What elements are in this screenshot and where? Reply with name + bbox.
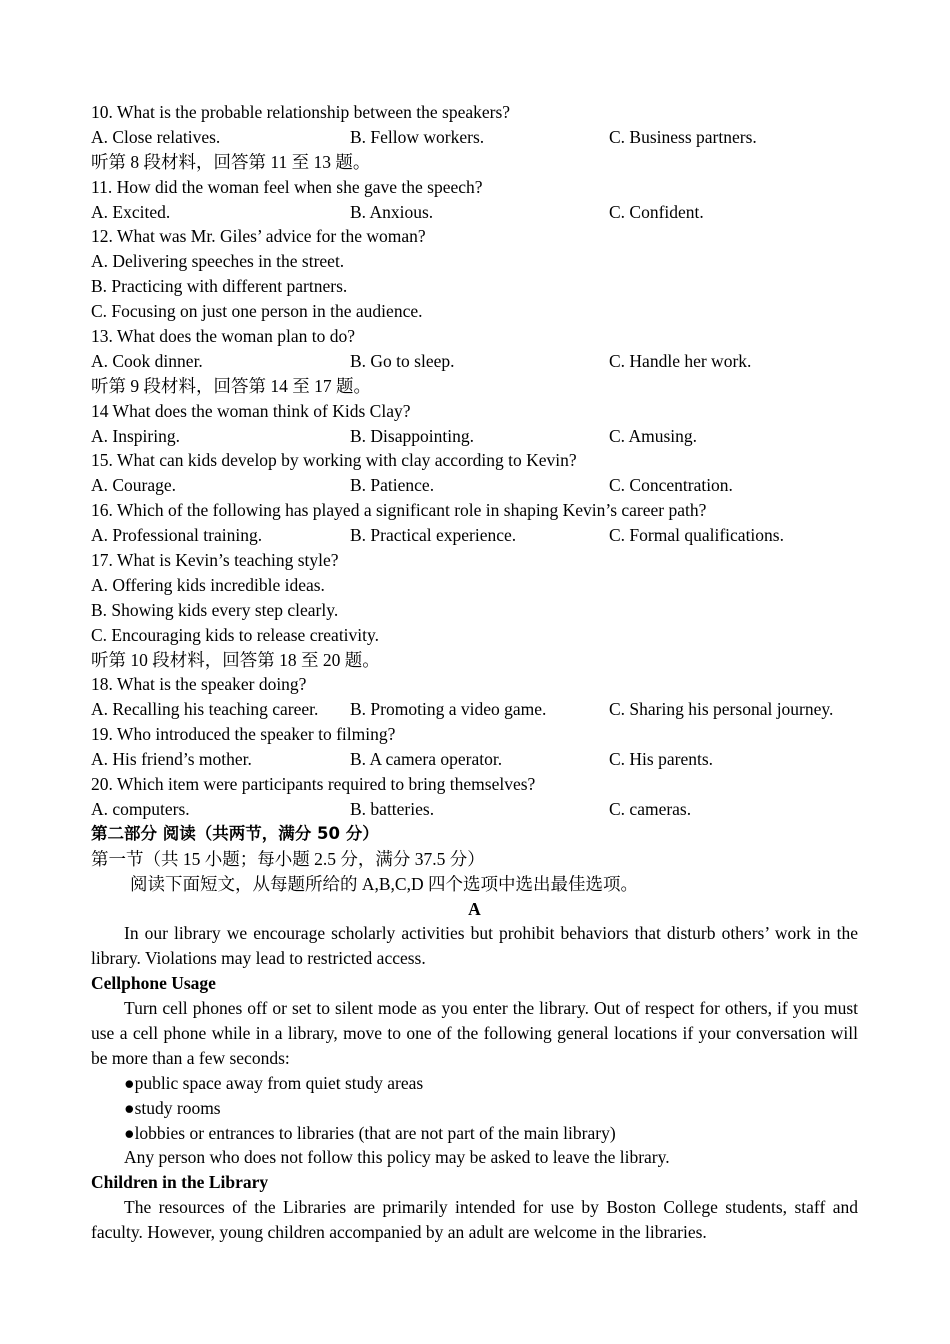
option-b: B. Practicing with different partners. (91, 276, 348, 297)
policy-line: Any person who does not follow this policy may be asked to leave the library. (124, 1147, 670, 1168)
question-11: 11. How did the woman feel when she gave the speech? (91, 176, 483, 197)
passage-label: A (468, 898, 481, 919)
question-16: 16. Which of the following has played a significant role in shaping Kevin’s career path? (91, 500, 707, 521)
question-19: 19. Who introduced the speaker to filming? (91, 724, 396, 745)
option-b: B. Anxious. (350, 201, 434, 222)
question-20: 20. Which item were participants required to bring themselves? (91, 774, 536, 795)
option-b: B. A camera operator. (350, 749, 503, 770)
option-b: B. Practical experience. (350, 525, 517, 546)
option-b: B. batteries. (350, 798, 435, 819)
option-a: A. Recalling his teaching career. (91, 699, 319, 720)
option-a: A. Courage. (91, 475, 177, 496)
option-b: B. Go to sleep. (350, 350, 455, 371)
options-10 (91, 125, 858, 150)
option-a: A. Excited. (91, 201, 171, 222)
option-c: C. Concentration. (609, 475, 733, 496)
question-17: 17. What is Kevin’s teaching style? (91, 550, 339, 571)
options-18 (91, 697, 858, 722)
option-b: B. Disappointing. (350, 425, 474, 446)
bullet-item: ●lobbies or entrances to libraries (that are not part of the main library) (124, 1122, 616, 1143)
question-13: 13. What does the woman plan to do? (91, 326, 356, 347)
option-a: A. Inspiring. (91, 425, 180, 446)
option-c: C. Handle her work. (609, 350, 752, 371)
cellphone-paragraph: Turn cell phones off or set to silent mode as you enter the library. Out of respect for others, if you must use a cell phone while in a library, move to one of the following general locations if your conversation will be more than a few seconds: (91, 998, 858, 1068)
option-c: C. cameras. (609, 798, 692, 819)
children-heading: Children in the Library (91, 1172, 269, 1193)
options-14 (91, 424, 858, 449)
option-b: B. Patience. (350, 475, 435, 496)
cellphone-heading: Cellphone Usage (91, 973, 216, 994)
option-b: B. Promoting a video game. (350, 699, 547, 720)
option-c: C. Sharing his personal journey. (609, 699, 834, 720)
option-a: A. Offering kids incredible ideas. (91, 574, 325, 595)
part2-heading: 第二部分 阅读（共两节，满分 50 分） (91, 823, 379, 843)
options-15 (91, 473, 858, 498)
question-14: 14 What does the woman think of Kids Clay? (91, 400, 411, 421)
option-a: A. Close relatives. (91, 126, 221, 147)
option-a: A. Cook dinner. (91, 350, 203, 371)
part2-instruction: 阅读下面短文，从每题所给的 A,B,C,D 四个选项中选出最佳选项。 (130, 873, 638, 894)
option-c: C. Focusing on just one person in the audience. (91, 301, 423, 322)
section-8-intro: 听第 8 段材料，回答第 11 至 13 题。 (91, 151, 371, 172)
question-18: 18. What is the speaker doing? (91, 674, 307, 695)
option-a: A. Professional training. (91, 525, 263, 546)
option-a: A. His friend’s mother. (91, 749, 252, 770)
part2-section1-heading: 第一节（共 15 小题；每小题 2.5 分，满分 37.5 分） (91, 848, 485, 869)
option-b: B. Showing kids every step clearly. (91, 599, 339, 620)
option-c: C. His parents. (609, 749, 714, 770)
section-9-intro: 听第 9 段材料，回答第 14 至 17 题。 (91, 375, 371, 396)
children-paragraph: The resources of the Libraries are primarily intended for use by Boston College students, staff and faculty. However, young children accompanied by an adult are welcome in the libraries. (91, 1197, 858, 1243)
option-b: B. Fellow workers. (350, 126, 485, 147)
option-c: C. Business partners. (609, 126, 757, 147)
options-11 (91, 200, 858, 225)
section-10-intro: 听第 10 段材料，回答第 18 至 20 题。 (91, 649, 380, 670)
question-15: 15. What can kids develop by working with clay according to Kevin? (91, 450, 577, 471)
option-c: C. Formal qualifications. (609, 525, 784, 546)
option-a: A. Delivering speeches in the street. (91, 251, 345, 272)
bullet-item: ●public space away from quiet study areas (124, 1072, 424, 1093)
intro-paragraph: In our library we encourage scholarly activities but prohibit behaviors that disturb others’ work in the library. Violations may lead to restricted access. (91, 923, 858, 969)
option-a: A. computers. (91, 798, 190, 819)
option-c: C. Amusing. (609, 425, 698, 446)
options-20 (91, 797, 858, 822)
question-12: 12. What was Mr. Giles’ advice for the woman? (91, 226, 426, 247)
options-13 (91, 349, 858, 374)
options-16 (91, 523, 858, 548)
question-10: 10. What is the probable relationship between the speakers? (91, 102, 511, 122)
options-19 (91, 747, 858, 772)
option-c: C. Confident. (609, 201, 704, 222)
option-c: C. Encouraging kids to release creativity. (91, 624, 380, 645)
bullet-item: ●study rooms (124, 1097, 221, 1118)
